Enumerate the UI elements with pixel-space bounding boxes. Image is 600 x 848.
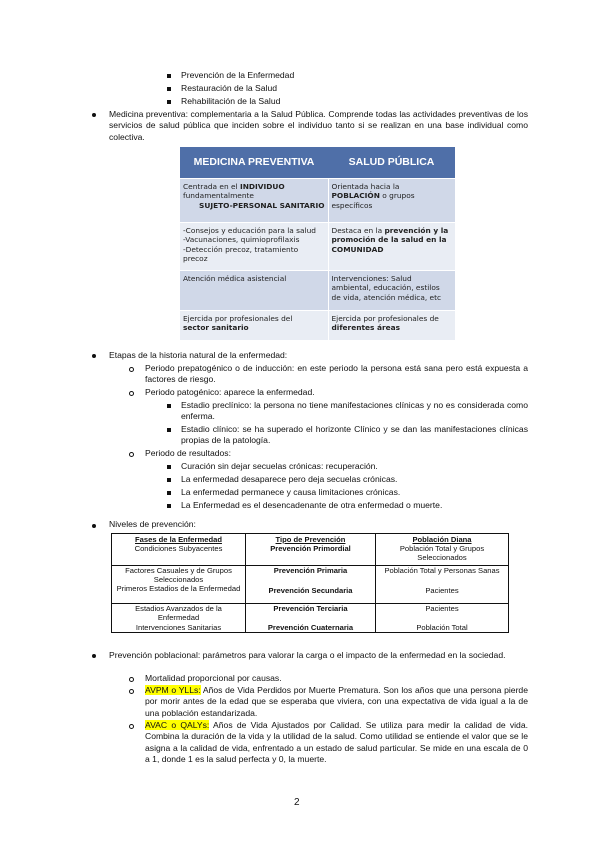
bullet-square [167,100,171,104]
list-item-avac [145,720,528,766]
list-item: Rehabilitación de la Salud [181,96,281,106]
table-cell: Población Total y Grupos Seleccionados [399,544,485,562]
cell-line [332,182,453,192]
table-header: MEDICINA PREVENTIVA [180,147,328,178]
list-item: La enfermedad desaparece pero deja secuelas crónicas. [181,474,398,484]
bullet-circle [129,724,134,729]
table-cell: Prevención Cuaternaria [246,623,376,633]
list-item: La enfermedad permanece y causa limitaciones crónicas. [181,487,401,497]
cell-line [183,323,325,333]
cell-text: INDIVIDUO [239,181,285,191]
table-header: SALUD PÚBLICA [328,147,455,178]
list-item: Periodo patogénico: aparece la enfermedad. [145,387,315,397]
table-cell: Pacientes [376,604,509,623]
definition-text: Años de Vida Perdidos por Muerte Prematura. Son los años que una persona pierde por morir antes de la edad que se esperaba que viviera, con una expectativa de vida igual a la de una población estandarizada. [145,685,528,718]
cell-line [183,274,325,284]
cell-text: Centrada en el [183,181,240,191]
cell-text: Ejercida por profesionales de [331,313,439,323]
cell-text: Ejercida por profesionales del [183,313,293,323]
cell-text: específicos [331,200,373,210]
bullet-square [167,74,171,78]
bullet-circle [129,452,134,457]
cell-text: Intervenciones: Salud [331,273,412,283]
bullet-square [167,465,171,469]
table-header: Fases de la Enfermedad [112,534,246,545]
bullet-dot [92,354,96,358]
list-item: Periodo prepatogénico o de inducción: en este periodo la persona está sana pero está expuesta a factores de riesgo. [145,363,528,385]
table-cell: Condiciones Subyacentes [112,544,246,565]
cell-line [332,293,453,303]
cell-line [183,226,325,236]
cell-text: ambiental, educación, estilos [331,283,440,293]
list-item: La Enfermedad es el desencadenante de otra enfermedad o muerte. [181,500,443,510]
cell-line [332,235,453,245]
cell-text: POBLACIÓN [331,191,380,201]
cell-text: -Consejos y educación para la salud [183,225,316,235]
prevention-levels-table [111,533,509,633]
cell-line [332,323,453,333]
bullet-circle [129,689,134,694]
highlighted-term: AVAC o QALYs: [145,720,210,730]
cell-line [183,254,325,264]
table-cell [180,310,328,340]
list-item: Mortalidad proporcional por causas. [145,673,282,683]
cell-text: o grupos [379,191,415,201]
definition-text: Años de Vida Ajustados por Calidad. Se utiliza para medir la calidad de vida. Combina la duración de la vida y la utilidad de la salud. Como utilidad se entiende el valor que se le asigna a la calidad de vida, enfrentado a un estado de salud particular. Se mide en una escala de 0 a 1, donde 1 es la salud perfecta y 0, la muerte. [145,720,529,765]
table-cell: Intervenciones Sanitarias [112,623,246,633]
cell-line [332,191,453,201]
table-cell [328,270,455,310]
cell-text: -Detección precoz, tratamiento [183,244,299,254]
cell-line [332,201,453,211]
cell-text: fundamentalmente [183,191,254,201]
table-cell: Prevención Secundaria [246,584,376,604]
cell-line [183,245,325,255]
list-item: Restauración de la Salud [181,83,278,93]
cell-text: Atención médica asistencial [183,273,287,283]
cell-line [332,274,453,284]
table-cell: Prevención Primordial [246,544,376,565]
cell-text: sector sanitario [183,323,249,333]
cell-line [332,283,453,293]
list-item: Periodo de resultados: [145,448,231,458]
bullet-dot [92,113,96,117]
cell-line [183,201,325,211]
bullet-square [167,491,171,495]
bullet-square [167,478,171,482]
cell-text: promoción de la salud en la [331,235,447,245]
table-cell: Prevención Primaria [246,565,376,584]
table-header: Tipo de Prevención [246,534,376,545]
table-cell [180,270,328,310]
cell-text: Destaca en la [331,225,385,235]
table-cell [180,222,328,270]
cell-text: -Vacunaciones, quimioprofilaxis [183,235,300,245]
cell-line [183,314,325,324]
list-item-avpm [145,685,528,719]
table-cell: Pacientes [425,585,459,595]
table-cell: Población Total [416,622,468,632]
bullet-square [167,428,171,432]
table-cell: Primeros Estadios de la Enfermedad [112,584,246,604]
cell-line [332,226,453,236]
list-item: Prevención de la Enfermedad [181,70,295,80]
bullet-square [167,404,171,408]
bullet-dot [92,524,96,528]
cell-line [332,314,453,324]
cell-text: SUJETO-PERSONAL SANITARIO [199,200,325,210]
list-item: Estadio preclínico: la persona no tiene manifestaciones clínicas y no es considerada como enferma. [181,400,528,422]
cell-line [183,182,325,192]
bullet-circle [129,367,134,372]
bullet-square [167,87,171,91]
cell-text: Orientada hacia la [331,181,400,191]
table-cell [328,310,455,340]
cell-text: prevención y la [384,225,449,235]
section-title: Etapas de la historia natural de la enfermedad: [109,350,288,360]
table-cell [180,178,328,222]
cell-text: COMUNIDAD [331,244,384,254]
bullet-circle [129,677,134,682]
cell-line [183,235,325,245]
list-item: Estadio clínico: se ha superado el horizonte Clínico y se dan las manifestaciones clínicas propias de la patología. [181,424,528,446]
cell-text: diferentes áreas [331,323,401,333]
table-cell [328,222,455,270]
cell-line [332,245,453,255]
page-number: 2 [294,797,300,808]
list-item: Curación sin dejar secuelas crónicas: recuperación. [181,461,378,471]
medicina-preventiva-text: Medicina preventiva: complementaria a la Salud Pública. Comprende todas las actividades preventivas de los servicios de salud pública que inciden sobre el individuo tanto si se realizan en una base individual como colectiva. [109,109,528,142]
bullet-dot [92,654,96,658]
section-title: Niveles de prevención: [109,519,196,529]
bullet-circle [129,391,134,396]
cell-line [183,191,325,201]
table-cell: Estadios Avanzados de la Enfermedad [112,604,246,623]
bullet-square [167,504,171,508]
table-cell: Prevención Terciaria [246,604,376,623]
comparison-table [180,147,455,340]
highlighted-term: AVPM o YLLs: [145,685,201,695]
cell-text: precoz [183,254,208,264]
table-header: Población Diana [412,535,472,544]
table-cell [328,178,455,222]
table-cell: Población Total y Personas Sanas [376,565,509,584]
prevencion-poblacional-text: Prevención poblacional: parámetros para valorar la carga o el impacto de la enfermedad en la sociedad. [109,650,506,660]
cell-text: de vida, atención médica, etc [331,292,442,302]
table-cell: Factores Casuales y de Grupos Seleccionados [112,565,246,584]
